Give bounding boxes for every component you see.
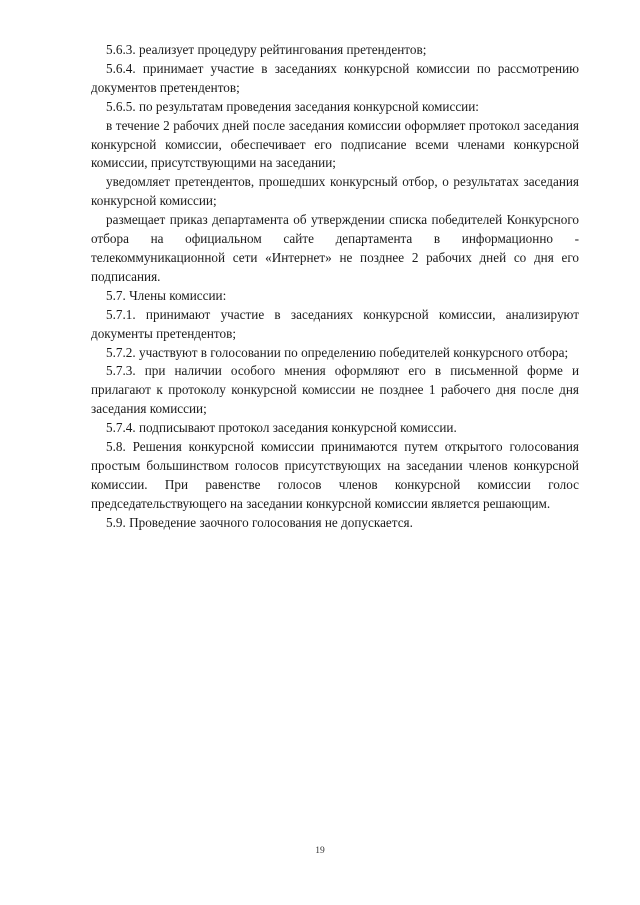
paragraph-protocol-drafting: в течение 2 рабочих дней после заседания комиссии оформляет протокол заседания конкурсной комиссии, обеспечивает его подписание всеми членами конкурсной комиссии, присутствующими на заседании;	[91, 117, 579, 171]
paragraph-5-6-5: 5.6.5. по результатам проведения заседания конкурсной комиссии:	[106, 98, 479, 114]
paragraph-5-8: 5.8. Решения конкурсной комиссии принимаются путем открытого голосования простым большинством голосов присутствующих на заседании членов конкурсной комиссии. При равенстве голосов членов конкурсной комиссии голос председательствующего на заседании конкурсной комиссии является решающим.	[91, 439, 579, 511]
document-body	[91, 41, 579, 533]
paragraph-5-6-3: 5.6.3. реализует процедуру рейтингования претендентов;	[106, 42, 427, 57]
paragraph-5-7-3: 5.7.3. при наличии особого мнения оформляют его в письменной форме и прилагают к протоколу конкурсной комиссии не позднее 1 рабочего дня после дня заседания комиссии;	[91, 363, 579, 417]
paragraph-5-7-4: 5.7.4. подписывают протокол заседания конкурсной комиссии.	[106, 420, 457, 436]
paragraph-5-7: 5.7. Члены комиссии:	[106, 287, 227, 303]
paragraph-5-7-1: 5.7.1. принимают участие в заседаниях конкурсной комиссии, анализируют документы претендентов;	[91, 306, 579, 341]
paragraph-5-9: 5.9. Проведение заочного голосования не допускается.	[106, 514, 413, 530]
paragraph-publish-order: размещает приказ департамента об утверждении списка победителей Конкурсного отбора на официальном сайте департамента в информационно - телекоммуникационной сети «Интернет» не позднее 2 рабочих дней со дня его подписания.	[91, 212, 579, 284]
paragraph-notify-applicants: уведомляет претендентов, прошедших конкурсный отбор, о результатах заседания конкурсной комиссии;	[91, 174, 579, 209]
paragraph-5-7-2: 5.7.2. участвуют в голосовании по определению победителей конкурсного отбора;	[106, 344, 569, 360]
paragraph-5-6-4: 5.6.4. принимает участие в заседаниях конкурсной комиссии по рассмотрению документов претендентов;	[91, 60, 579, 95]
page-number: 19	[315, 846, 325, 856]
